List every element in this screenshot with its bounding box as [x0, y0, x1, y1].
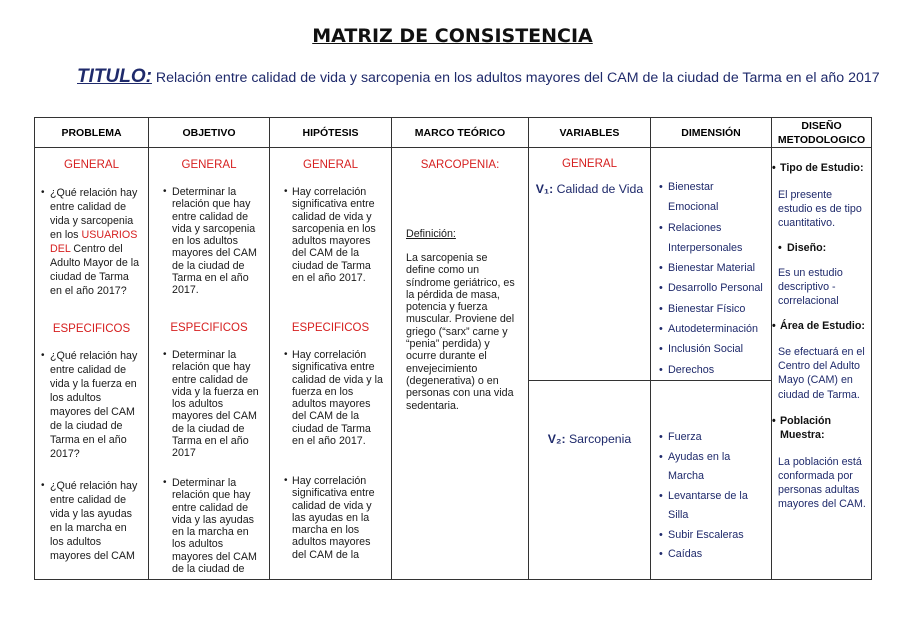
problema-especifico-1: • ¿Qué relación hay entre calidad de vida y la fuerza en los adultos mayores del CAM de la ciudad de Tarma en el año 2017? — [35, 349, 142, 461]
objetivo-especifico-1: • Determinar la relación que hay entre calidad de vida y la fuerza en los adultos mayores del CAM de la ciudad de Tarma en el año 2017 — [157, 349, 261, 460]
hipotesis-cell — [270, 148, 392, 580]
diseno-text-4: La población está conformada por personas adultas mayores del CAM. — [778, 456, 866, 510]
document-title: MATRIZ DE CONSISTENCIA — [312, 25, 593, 47]
variable-v2: V₂: Sarcopenia — [547, 432, 632, 446]
dimension-v2-list — [655, 428, 767, 565]
objetivo-especificos-label: ESPECIFICOS — [170, 322, 248, 334]
dimension-item: • Bienestar Físico — [655, 299, 767, 319]
diseno-text-3: Se efectuará en el Centro del Adulto Mayo (CAM) en ciudad de Tarma. — [778, 346, 865, 401]
marco-definicion-text: La sarcopenia se define como un síndrome geriátrico, es la pérdida de masa, potencia y fuerza muscular. Proviene del griego (“sarx” carne y “penia” perdida) y ocurre durante el envejecimiento (degenerativa) o en personas con una vida sedentaria. — [406, 252, 515, 412]
consistency-matrix — [34, 117, 872, 580]
problema-cell — [35, 148, 149, 580]
diseno-heading-3: • Área de Estudio: — [772, 320, 865, 332]
diseno-cell — [772, 148, 872, 580]
variables-cell — [529, 148, 651, 580]
diseno-text-1: El presente estudio es de tipo cuantitativo. — [778, 189, 862, 229]
objetivo-cell — [149, 148, 270, 580]
dimension-divider — [651, 380, 771, 381]
objetivo-general-label: GENERAL — [181, 159, 237, 171]
header-objetivo: OBJETIVO — [149, 118, 270, 148]
problema-general-label: GENERAL — [64, 159, 119, 171]
dimension-item: • Derechos — [655, 360, 767, 380]
header-hipotesis: HIPÓTESIS — [270, 118, 392, 148]
diseno-heading-2: • Diseño: — [778, 242, 827, 254]
hipotesis-especificos-label: ESPECIFICOS — [291, 322, 370, 334]
variables-general-label: GENERAL — [562, 158, 617, 170]
diseno-heading-4: • Población Muestra: — [772, 415, 832, 441]
content-row — [35, 148, 872, 580]
marco-definicion-label: Definición: — [406, 228, 456, 240]
dimension-item: • Bienestar Material — [655, 258, 767, 278]
variables-divider — [529, 380, 650, 381]
dimension-item: • Ayudas en la Marcha — [655, 448, 767, 487]
dimension-item: • Relaciones Interpersonales — [655, 218, 767, 259]
dimension-item: • Levantarse de la Silla — [655, 487, 767, 526]
marco-label: SARCOPENIA: — [420, 159, 500, 171]
hipotesis-general-label: GENERAL — [303, 159, 358, 171]
dimension-item: • Subir Escaleras — [655, 526, 767, 546]
dimension-item: • Fuerza — [655, 428, 767, 448]
dimension-item: • Desarrollo Personal — [655, 278, 767, 298]
diseno-heading-1: • Tipo de Estudio: — [772, 162, 864, 174]
header-dimension: DIMENSIÓN — [651, 118, 772, 148]
header-row — [35, 118, 872, 148]
objetivo-general-text: • Determinar la relación que hay entre calidad de vida y sarcopenia en los adultos mayores del CAM de la ciudad de Tarma en el año 2017. — [157, 186, 261, 297]
diseno-text-2: Es un estudio descriptivo - correlacional — [778, 267, 843, 307]
objetivo-especifico-2: • Determinar la relación que hay entre calidad de vida y las ayudas en la marcha en los adultos mayores del CAM de la ciudad de — [157, 477, 261, 575]
dimension-cell — [651, 148, 772, 580]
variable-v1: V₁: Calidad de Vida — [535, 182, 644, 196]
subtitle-text: Relación entre calidad de vida y sarcopenia en los adultos mayores del CAM de la ciudad de Tarma en el año 2017 — [155, 70, 880, 86]
marco-teorico-cell — [392, 148, 529, 580]
problema-general-text: • ¿Qué relación hay entre calidad de vida y sarcopenia en los USUARIOS DEL Centro del Adulto Mayor de la ciudad de Tarma en el año 2017? — [35, 186, 142, 298]
dimension-item: • Caídas — [655, 545, 767, 565]
hipotesis-general-text: • Hay correlación significativa entre calidad de vida y sarcopenia en los adultos mayores del CAM de la ciudad de Tarma en el año 2017. — [278, 186, 385, 284]
subtitle-label: TITULO: — [77, 66, 152, 87]
problema-highlight: USUARIOS DEL — [50, 229, 138, 255]
dimension-v1-list — [655, 177, 767, 380]
document-subtitle — [77, 66, 880, 88]
header-marco-teorico: MARCO TEÓRICO — [392, 118, 529, 148]
header-diseno-metodologico: DISEÑO METODOLOGICO — [772, 118, 872, 148]
dimension-item: • Bienestar Emocional — [655, 177, 767, 218]
hipotesis-especifico-2: • Hay correlación significativa entre calidad de vida y las ayudas en la marcha en los adultos mayores del CAM de la — [278, 475, 385, 561]
header-problema: PROBLEMA — [35, 118, 149, 148]
dimension-item: • Inclusión Social — [655, 339, 767, 359]
problema-especificos-label: ESPECIFICOS — [52, 323, 131, 335]
dimension-item: • Autodeterminación — [655, 319, 767, 339]
problema-especifico-2: • ¿Qué relación hay entre calidad de vida y las ayudas en la marcha en los adultos mayores del CAM — [35, 479, 142, 563]
hipotesis-especifico-1: • Hay correlación significativa entre calidad de vida y la fuerza en los adultos mayores del CAM de la ciudad de Tarma en el año 2017. — [278, 349, 385, 447]
header-variables: VARIABLES — [529, 118, 651, 148]
